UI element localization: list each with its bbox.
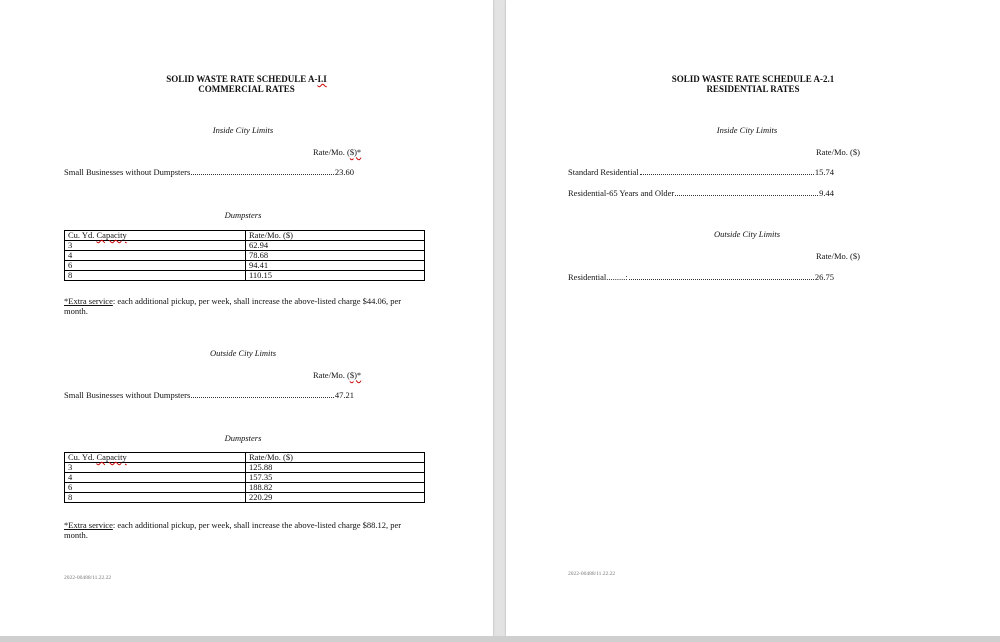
list-item — [568, 167, 834, 177]
table-row — [65, 241, 425, 251]
table-cell-capacity: 6 — [65, 483, 246, 493]
dumpsters-heading-1: Dumpsters — [224, 210, 262, 220]
row-label: Residential.........: — [568, 272, 628, 282]
title-underlined-text: I.I — [317, 74, 327, 84]
dot-leader — [191, 174, 334, 175]
table-header-row — [65, 453, 425, 463]
inside-row — [64, 167, 354, 177]
table-cell-rate: 110.15 — [246, 271, 425, 281]
row-value: 23.60 — [334, 167, 354, 177]
table-row — [65, 493, 425, 503]
page2-title-line1: SOLID WASTE RATE SCHEDULE A-2.1 — [671, 74, 835, 84]
inside-rate-header: Rate/Mo. ($) — [816, 147, 860, 157]
extra-service-note-1 — [64, 296, 426, 316]
header-underlined: Capacity — [96, 452, 127, 462]
row-label: Standard Residential — [568, 167, 639, 177]
page2-title-line2: RESIDENTIAL RATES — [706, 84, 800, 94]
row-label: Small Businesses without Dumpsters — [64, 167, 191, 177]
header-underlined: Capacity — [96, 230, 127, 240]
list-item — [568, 188, 834, 198]
rate-header-text: Rate/Mo. ( — [313, 370, 350, 380]
row-value: 9.44 — [819, 188, 834, 198]
table-cell-rate: 62.94 — [246, 241, 425, 251]
table-cell-rate: 188.82 — [246, 483, 425, 493]
outside-city-heading: Outside City Limits — [713, 229, 781, 239]
row-label: Small Businesses without Dumpsters — [64, 390, 191, 400]
row-value: 47.21 — [334, 390, 354, 400]
table-cell-capacity: 6 — [65, 261, 246, 271]
outside-city-heading: Outside City Limits — [209, 348, 277, 358]
table-cell-rate: 125.88 — [246, 463, 425, 473]
note-text: : each additional pickup, per week, shall increase the above-listed charge $44.06, per month. — [64, 296, 402, 316]
table-cell-capacity: 8 — [65, 271, 246, 281]
document-page-1 — [0, 0, 493, 636]
dot-leader — [640, 174, 814, 175]
table-header-row — [65, 231, 425, 241]
page1-footer: 2022-00488/11.22.22 — [64, 575, 112, 581]
outside-rate-header — [313, 370, 361, 380]
dot-leader — [675, 195, 818, 196]
table-cell-capacity: 8 — [65, 493, 246, 503]
row-value: 15.74 — [814, 167, 834, 177]
rate-header-underlined: $)* — [349, 370, 362, 380]
table-cell-capacity: 4 — [65, 473, 246, 483]
table-row — [65, 473, 425, 483]
table-cell-capacity: 3 — [65, 241, 246, 251]
page1-title-line2: COMMERCIAL RATES — [198, 84, 295, 94]
note-label: *Extra service — [64, 296, 113, 306]
table-cell-capacity: 3 — [65, 463, 246, 473]
viewer-bottom-edge — [0, 636, 1000, 642]
rate-header-text: Rate/Mo. ( — [313, 147, 350, 157]
table-row — [65, 251, 425, 261]
page1-title — [0, 74, 493, 94]
table-cell-rate: 94.41 — [246, 261, 425, 271]
page1-title-line1 — [0, 74, 493, 84]
header-text: Cu. Yd. — [68, 452, 97, 462]
page2-footer: 2022-00488/11.22.22 — [568, 571, 616, 577]
document-page-2 — [506, 0, 1000, 636]
rate-header-underlined: $)* — [349, 147, 362, 157]
dumpster-rate-table-2 — [64, 452, 425, 503]
row-value: 26.75 — [814, 272, 834, 282]
outside-rate-header: Rate/Mo. ($) — [816, 251, 860, 261]
inside-city-heading: Inside City Limits — [212, 125, 274, 135]
header-text: Cu. Yd. — [68, 230, 97, 240]
table-row — [65, 261, 425, 271]
table-header-rate: Rate/Mo. ($) — [246, 231, 425, 241]
note-text: : each additional pickup, per week, shall increase the above-listed charge $88.12, per month. — [64, 520, 402, 540]
row-label: Residential-65 Years and Older — [568, 188, 675, 198]
table-row — [65, 483, 425, 493]
dumpster-rate-table-1 — [64, 230, 425, 281]
table-cell-capacity: 4 — [65, 251, 246, 261]
table-cell-rate: 157.35 — [246, 473, 425, 483]
inside-city-heading: Inside City Limits — [716, 125, 778, 135]
note-label: *Extra service — [64, 520, 113, 530]
page2-title — [506, 74, 1000, 94]
table-row — [65, 271, 425, 281]
table-cell-rate: 78.68 — [246, 251, 425, 261]
list-item — [568, 272, 834, 282]
table-cell-rate: 220.29 — [246, 493, 425, 503]
table-row — [65, 463, 425, 473]
extra-service-note-2 — [64, 520, 426, 540]
dot-leader — [629, 279, 814, 280]
table-header-capacity — [65, 453, 246, 463]
dot-leader — [191, 397, 334, 398]
inside-rate-header — [313, 147, 361, 157]
title-text: SOLID WASTE RATE SCHEDULE A- — [166, 74, 318, 84]
dumpsters-heading-2: Dumpsters — [224, 433, 262, 443]
table-header-rate: Rate/Mo. ($) — [246, 453, 425, 463]
outside-row — [64, 390, 354, 400]
table-header-capacity — [65, 231, 246, 241]
